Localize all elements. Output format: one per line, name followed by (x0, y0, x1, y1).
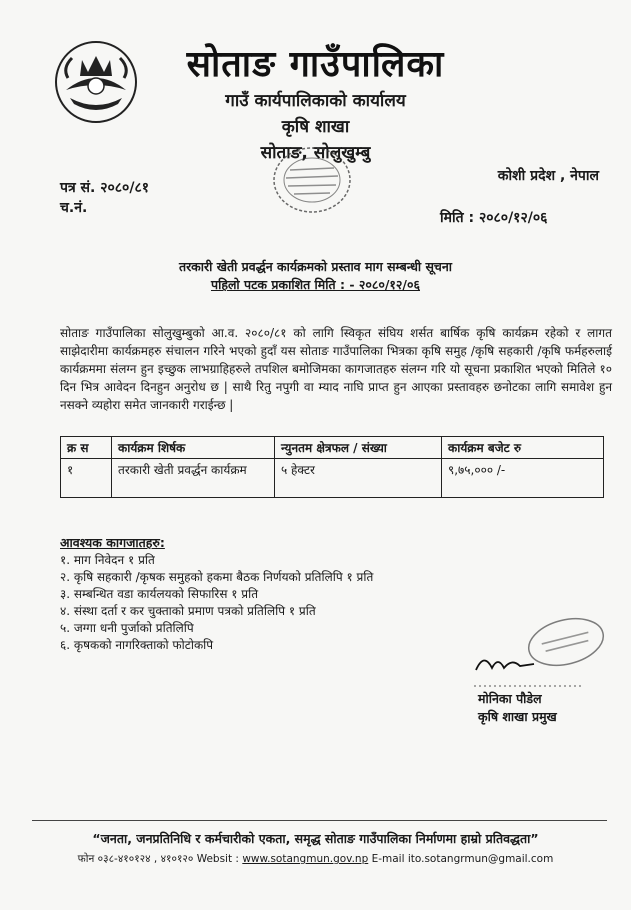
cell-minimum-area: ५ हेक्टर (275, 459, 442, 498)
signature-stamp-icon (464, 612, 614, 702)
footer-divider (32, 820, 607, 821)
footer-contact (0, 852, 631, 866)
header-program-title: कार्यक्रम शिर्षक (112, 437, 275, 459)
office-address: सोताङ, सोलुखुम्बु (260, 143, 371, 163)
office-name: गाउँ कार्यपालिकाको कार्यालय (225, 91, 406, 111)
letter-date: मिति : २०८०/१२/०६ (440, 210, 548, 226)
reference-number: पत्र सं. २०८०/८१ (60, 180, 150, 196)
footer-slogan: “जनता, जनप्रतिनिधि र कर्मचारीको एकता, समृद्ध सोताङ गाउँपालिका निर्माणमा हाम्रो प्रतिवद्धता” (92, 831, 539, 846)
cell-program-title: तरकारी खेती प्रवर्द्धन कार्यक्रम (112, 459, 275, 498)
list-item: ३. सम्बन्धित वडा कार्यलयको सिफारिस १ प्रति (60, 587, 259, 601)
org-name: सोताङ गाउँपालिका (186, 44, 445, 85)
list-item: ५. जग्गा धनी पुर्जाको प्रतिलिपि (60, 621, 194, 635)
required-documents-heading: आवश्यक कागजातहरु: (60, 535, 165, 550)
notice-title: तरकारी खेती प्रवर्द्धन कार्यक्रमको प्रस्ताव माग सम्बन्धी सूचना (178, 259, 453, 274)
table-row (61, 459, 604, 498)
list-item: २. कृषि सहकारी /कृषक समुहको हकमा बैठक निर्णयको प्रतिलिपि १ प्रति (60, 570, 374, 584)
list-item: ४. संस्था दर्ता र कर चुक्ताको प्रमाण पत्रको प्रतिलिपि १ प्रति (60, 604, 316, 618)
publication-date: पहिलो पटक प्रकाशित मिति : - २०८०/१२/०६ (210, 277, 420, 292)
required-documents-list (60, 552, 373, 654)
header-program-budget: कार्यक्रम बजेट रु (442, 437, 604, 459)
province-label: कोशी प्रदेश , नेपाल (497, 168, 599, 184)
signatory-name: मोनिका पौडेल (478, 691, 542, 706)
website-link[interactable]: www.sotangmun.gov.np (242, 853, 369, 865)
cell-serial: १ (61, 459, 112, 498)
header-serial: क्र स (61, 437, 112, 459)
footer-email: E-mail ito.sotangrmun@gmail.com (371, 853, 554, 865)
notice-body: सोताङ गाउँपालिका सोलुखुम्बुको आ.व. २०८०/८१ को लागि स्विकृत संघिय शर्सत बार्षिक कृषि कार्यक्रम रहेको र लागत साझेदारीमा कार्यक्रमहरु संचालन गरिने भएको हुदाँ यस सोताङ गाउँपालिका भित्रका कृषि समुह /कृषि सहकारी /कृषि फर्महरुलाई कार्यक्रममा संलग्न हुन इच्छुक लाभग्राहिहरुले तपशिल बमोजिमका कागजातहरु संलग्न गरि यो सूचना प्रकाशित भएको मितिले १० दिन भित्र आवेदन दिनहुन अनुरोध छ | साथै रितु नपुगी वा म्याद नाघि प्राप्त हुन आएका प्रस्तावहरु छनोटका लागि समावेश हुन नसक्ने व्यहोरा समेत जानकारी गराईन्छ | (60, 326, 612, 412)
branch-name: कृषि शाखा (281, 117, 350, 137)
table-header-row (61, 437, 604, 459)
header-minimum-area: न्युनतम क्षेत्रफल / संख्या (275, 437, 442, 459)
dispatch-number: च.नं. (60, 200, 88, 216)
cell-program-budget: ९,७५,००० /- (442, 459, 604, 498)
list-item: ६. कृषकको नागरिक्ताको फोटोकपि (60, 638, 214, 652)
office-stamp-icon (262, 140, 362, 220)
program-table (60, 436, 604, 498)
footer-phone: फोन ०३८-४१०१२४ , ४१०१२० Websit : (77, 853, 239, 865)
signatory-title: कृषि शाखा प्रमुख (478, 709, 557, 724)
list-item: १. माग निवेदन १ प्रति (60, 553, 155, 567)
